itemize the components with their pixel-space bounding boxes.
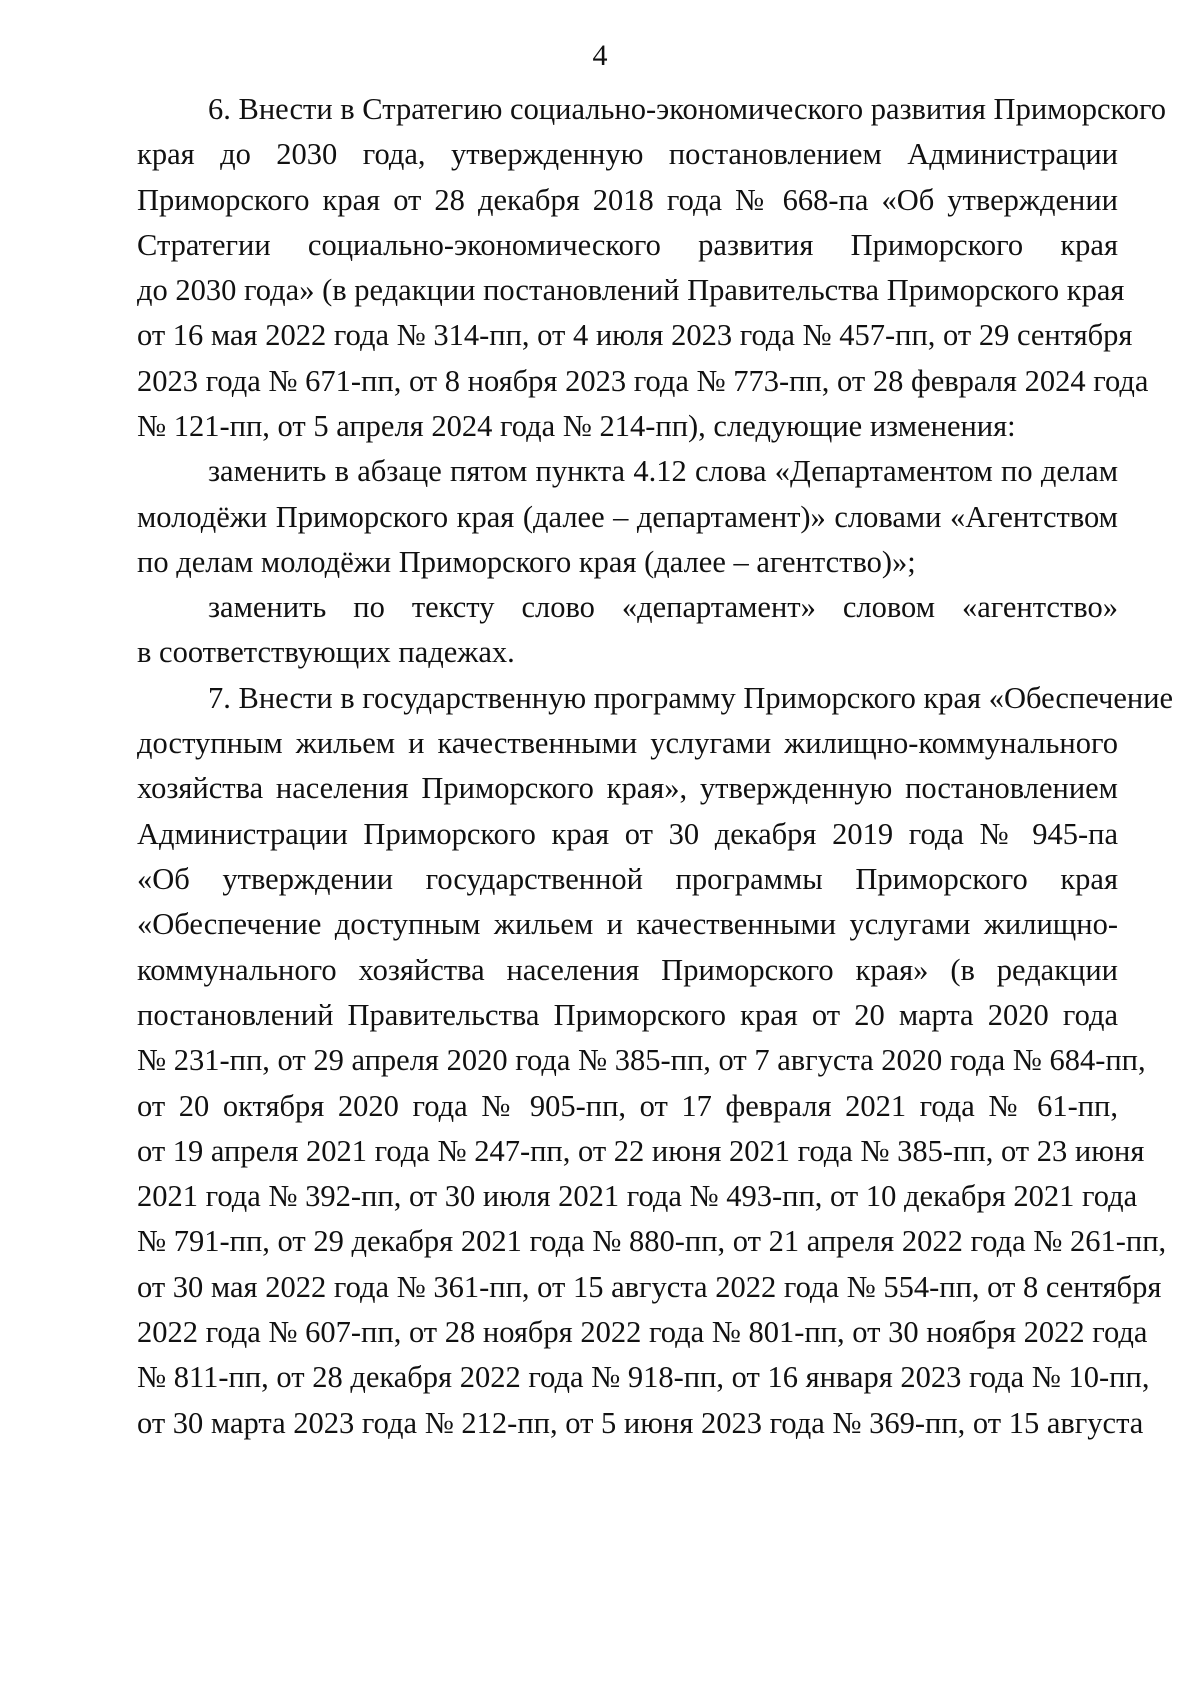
text-line: № 231-пп, от 29 апреля 2020 года № 385-пп, от 7 августа 2020 года № 684-пп, (137, 1043, 1146, 1077)
text-line: 2022 года № 607-пп, от 28 ноября 2022 года № 801-пп, от 30 ноября 2022 года (137, 1315, 1148, 1349)
text-line: от 30 мая 2022 года № 361-пп, от 15 августа 2022 года № 554-пп, от 8 сентября (137, 1270, 1162, 1304)
text-line: Приморского края от 28 декабря 2018 года № 668-па «Об утверждении (137, 183, 1118, 217)
text-line: заменить в абзаце пятом пункта 4.12 слова «Департаментом по делам (208, 454, 1118, 488)
text-line: в соответствующих падежах. (137, 635, 515, 669)
text-line: 7. Внести в государственную программу Приморского края «Обеспечение (208, 681, 1174, 715)
text-line: Стратегии социально-экономического развития Приморского края (137, 228, 1118, 262)
text-line: 2021 года № 392-пп, от 30 июля 2021 года № 493-пп, от 10 декабря 2021 года (137, 1179, 1138, 1213)
text-line: от 16 мая 2022 года № 314-пп, от 4 июля 2023 года № 457-пп, от 29 сентября (137, 318, 1133, 352)
text-line: по делам молодёжи Приморского края (далее – агентство)»; (137, 545, 916, 579)
page-number: 4 (592, 39, 608, 72)
text-line: коммунального хозяйства населения Приморского края» (в редакции (137, 953, 1118, 987)
text-line: от 30 марта 2023 года № 212-пп, от 5 июня 2023 года № 369-пп, от 15 августа (137, 1406, 1144, 1440)
text-line: молодёжи Приморского края (далее – департамент)» словами «Агентством (137, 500, 1118, 534)
text-line: «Об утверждении государственной программы Приморского края (137, 862, 1118, 896)
text-line: Администрации Приморского края от 30 декабря 2019 года № 945-па (137, 817, 1118, 851)
text-line: от 19 апреля 2021 года № 247-пп, от 22 июня 2021 года № 385-пп, от 23 июня (137, 1134, 1145, 1168)
text-line: 6. Внести в Стратегию социально-экономического развития Приморского (208, 92, 1167, 126)
text-line: № 121-пп, от 5 апреля 2024 года № 214-пп), следующие изменения: (137, 409, 1016, 443)
text-line: «Обеспечение доступным жильем и качественными услугами жилищно- (137, 907, 1118, 941)
text-line: края до 2030 года, утвержденную постановлением Администрации (137, 137, 1118, 171)
text-line: № 791-пп, от 29 декабря 2021 года № 880-пп, от 21 апреля 2022 года № 261-пп, (137, 1224, 1167, 1258)
text-line: постановлений Правительства Приморского края от 20 марта 2020 года (137, 998, 1118, 1032)
text-line: доступным жильем и качественными услугами жилищно-коммунального (137, 726, 1118, 760)
text-line: до 2030 года» (в редакции постановлений Правительства Приморского края (137, 273, 1125, 307)
text-line: № 811-пп, от 28 декабря 2022 года № 918-пп, от 16 января 2023 года № 10-пп, (137, 1360, 1150, 1394)
text-line: 2023 года № 671-пп, от 8 ноября 2023 года № 773-пп, от 28 февраля 2024 года (137, 364, 1149, 398)
text-line: заменить по тексту слово «департамент» словом «агентство» (208, 590, 1118, 624)
text-line: от 20 октября 2020 года № 905-пп, от 17 февраля 2021 года № 61-пп, (137, 1089, 1118, 1123)
text-line: хозяйства населения Приморского края», утвержденную постановлением (137, 771, 1118, 805)
